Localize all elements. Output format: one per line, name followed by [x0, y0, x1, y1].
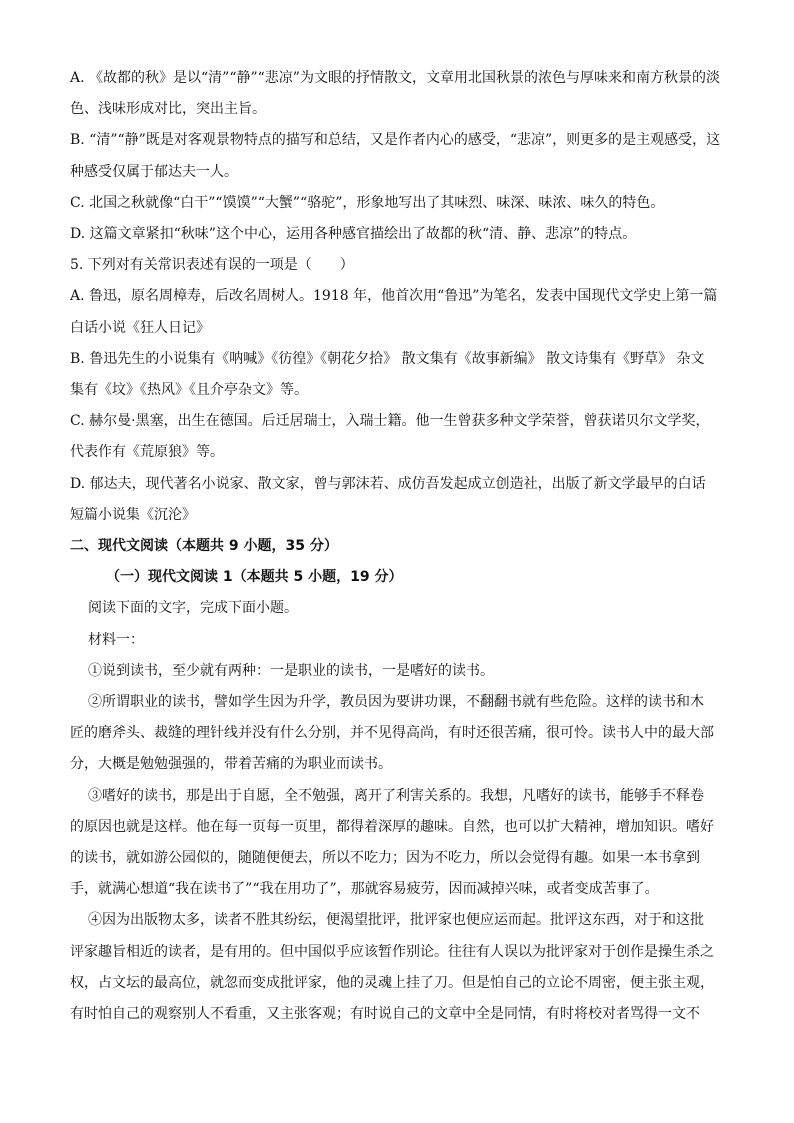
- question-5: 5. 下列对有关常识表述有误的一项是（ ）: [70, 257, 354, 274]
- passage-paragraph-3-line-4: 手，就满心想道“我在读书了”“我在用功了”，那就容易疲劳，因而减掉兴味，或者变成苦事了。: [70, 881, 659, 898]
- q5-option-d-line-2: 短篇小说集《沉沦》: [70, 506, 196, 523]
- passage-paragraph-2-line-2: 匠的磨斧头、裁缝的理针线并没有什么分别，并不见得高尚，有时还很苦痛，很可怜。读书人中的最大部: [70, 725, 714, 742]
- document-page: [70, 63, 722, 1030]
- passage-paragraph-3-line-3: 的读书，就如游公园似的，随随便便去，所以不吃力；因为不吃力，所以会觉得有趣。如果一本书拿到: [70, 850, 700, 867]
- option-a-line-1: A. 《故都的秋》是以“清”“静”“悲凉”为文眼的抒情散文，文章用北国秋景的浓色与厚味来和南方秋景的淡: [70, 70, 720, 86]
- option-a-line-2: 色、浅味形成对比，突出主旨。: [70, 101, 266, 118]
- q5-option-c-line-1: C. 赫尔曼·黑塞，出生在德国。后迁居瑞士，入瑞士籍。他一生曾获多种文学荣誉，曾获诺贝尔文学奖，: [70, 413, 710, 430]
- q5-option-b-line-1: B. 鲁迅先生的小说集有《呐喊》《彷徨》《朝花夕拾》 散文集有《故事新编》 散文诗集有《野草》 杂文: [70, 350, 705, 367]
- q5-option-b-line-2: 集有《坟》《热风》《且介亭杂文》等。: [70, 382, 308, 399]
- q5-option-d-line-1: D. 郁达夫，现代著名小说家、散文家，曾与郭沫若、成仿吾发起成立创造社，出版了新文学最早的白话: [70, 475, 706, 492]
- sub-heading: （一）现代文阅读 1（本题共 5 小题，19 分）: [106, 569, 403, 586]
- passage-paragraph-3-line-1: ③嗜好的读书，那是出于自愿，全不勉强，离开了利害关系的。我想，凡嗜好的读书，能够手不释卷: [88, 787, 704, 804]
- q5-option-c-line-2: 代表作有《荒原狼》等。: [70, 444, 224, 461]
- option-d-line: D. 这篇文章紧扣“秋味”这个中心，运用各种感官描绘出了故都的秋“清、静、悲凉”的特点。: [70, 226, 637, 243]
- passage-paragraph-4-line-4: 有时怕自己的观察别人不看重，又主张客观；有时说自己的文章中全是同情，有时将校对者骂得一文不: [70, 1006, 700, 1023]
- option-c-line: C. 北国之秋就像“白干”“馍馍”“大蟹”“骆驼”，形象地写出了其味烈、味深、味浓、味久的特色。: [70, 194, 665, 211]
- passage-paragraph-1: ①说到读书，至少就有两种：一是职业的读书，一是嗜好的读书。: [88, 662, 494, 679]
- passage-paragraph-4-line-1: ④因为出版物太多，读者不胜其纷纭，便渴望批评，批评家也便应运而起。批评这东西，对于和这批: [88, 912, 704, 929]
- passage-paragraph-4-line-2: 评家趣旨相近的读者，是有用的。但中国似乎应该暂作别论。往往有人误以为批评家对于创作是操生杀之: [70, 943, 714, 960]
- passage-paragraph-4-line-3: 权，占文坛的最高位，就忽而变成批评家，他的灵魂上挂了刀。但是怕自己的立论不周密，便主张主观，: [70, 974, 714, 991]
- section-heading: 二、现代文阅读（本题共 9 小题，35 分）: [70, 538, 338, 555]
- passage-paragraph-2-line-1: ②所谓职业的读书，譬如学生因为升学，教员因为要讲功课，不翻翻书就有些危险。这样的读书和木: [88, 694, 704, 711]
- passage-paragraph-3-line-2: 的原因也就是这样。他在每一页每一页里，都得着深厚的趣味。自然，也可以扩大精神，增加知识。嗜好: [70, 818, 714, 835]
- instruction: 阅读下面的文字，完成下面小题。: [88, 600, 298, 617]
- material-label: 材料一：: [88, 631, 144, 648]
- q5-option-a-line-1: A. 鲁迅，原名周樟寿，后改名周树人。1918 年，他首次用“鲁迅”为笔名，发表中国现代文学史上第一篇: [70, 288, 718, 305]
- passage-paragraph-2-line-3: 分，大概是勉勉强强的，带着苦痛的为职业而读书。: [70, 756, 392, 773]
- option-b-line-1: B. “清”“静”既是对客观景物特点的描写和总结，又是作者内心的感受，“悲凉”，则更多的是主观感受，这: [70, 132, 721, 149]
- option-b-line-2: 种感受仅属于郁达夫一人。: [70, 163, 238, 180]
- q5-option-a-line-2: 白话小说《狂人日记》: [70, 319, 210, 336]
